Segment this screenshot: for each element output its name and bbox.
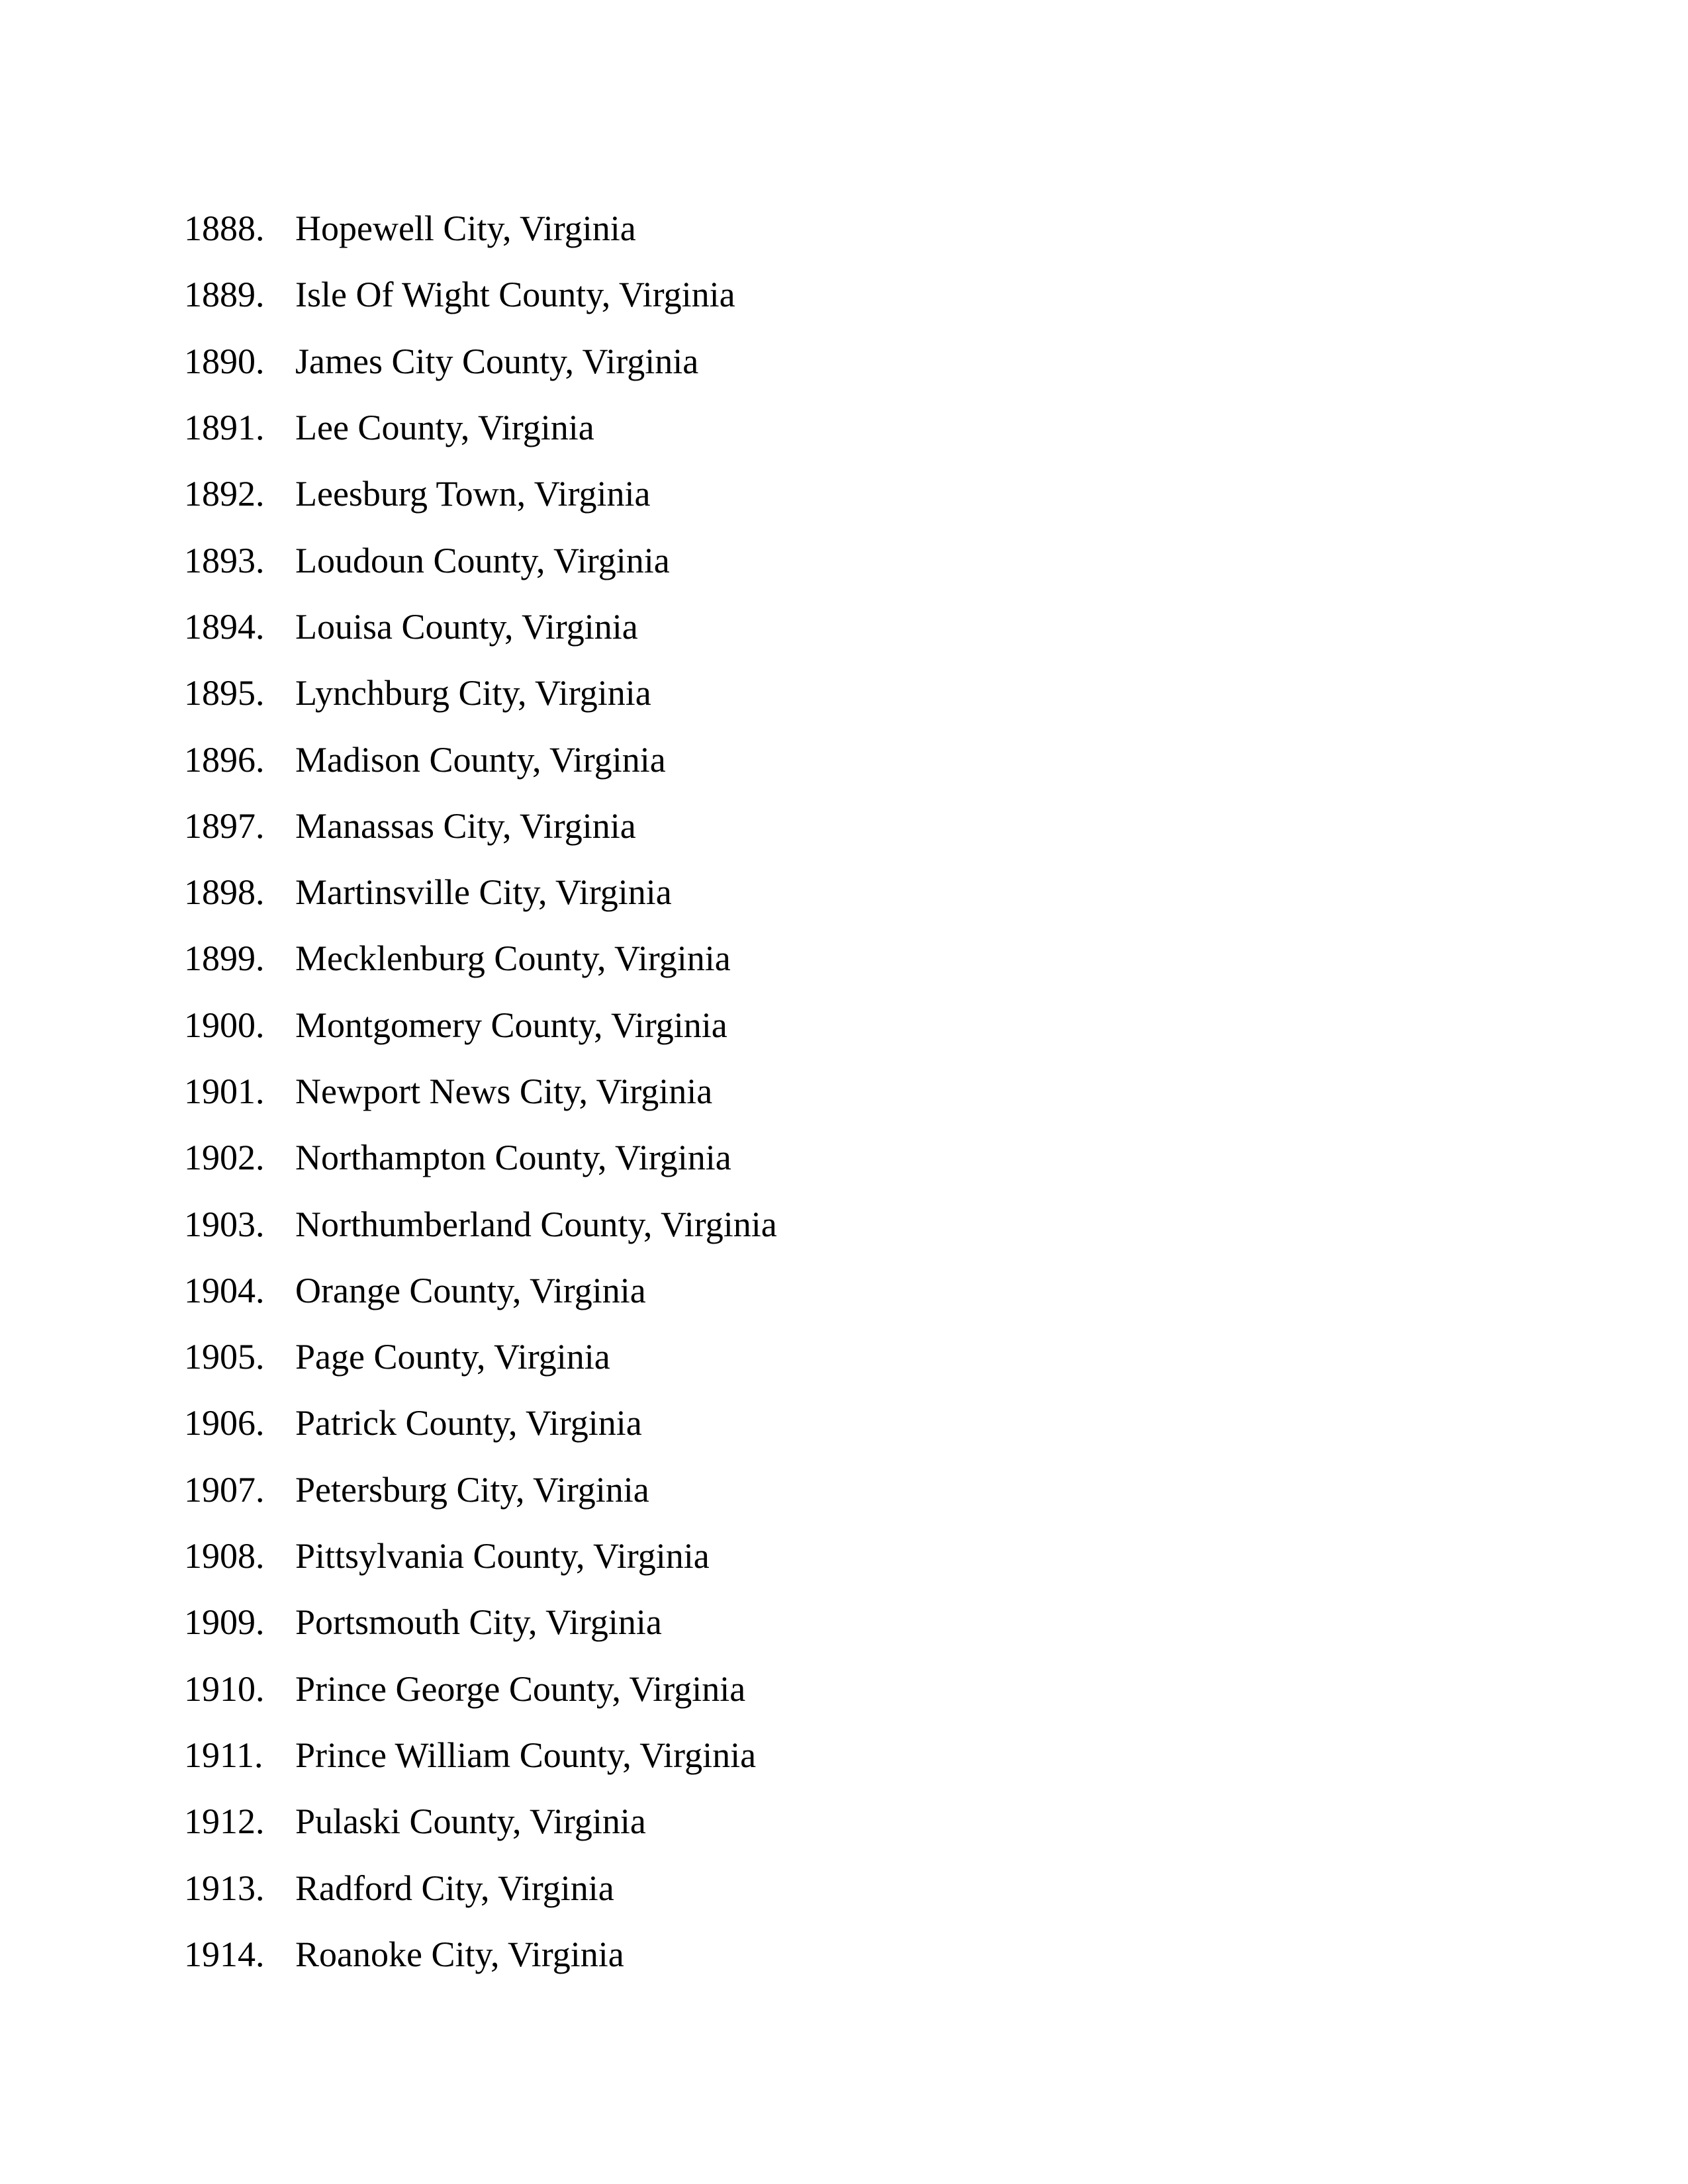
list-item <box>184 925 777 991</box>
list-item <box>184 1058 777 1124</box>
item-number: 1895. <box>184 673 265 713</box>
item-number: 1893. <box>184 540 265 580</box>
item-text: Newport News City, Virginia <box>295 1071 713 1111</box>
list-item <box>184 660 777 726</box>
item-number: 1914. <box>184 1934 265 1974</box>
item-number: 1891. <box>184 408 265 448</box>
list-item <box>184 793 777 859</box>
item-text: Prince William County, Virginia <box>295 1735 757 1775</box>
item-number: 1907. <box>184 1469 265 1510</box>
item-text: Prince George County, Virginia <box>295 1668 746 1709</box>
item-number: 1894. <box>184 606 265 647</box>
item-text: Petersburg City, Virginia <box>295 1469 649 1510</box>
item-number: 1906. <box>184 1403 265 1443</box>
item-text: Pulaski County, Virginia <box>295 1801 646 1842</box>
item-number: 1904. <box>184 1270 265 1310</box>
item-text: Northampton County, Virginia <box>295 1138 731 1178</box>
list-item <box>184 328 777 394</box>
item-text: Patrick County, Virginia <box>295 1403 642 1443</box>
item-text: James City County, Virginia <box>295 341 699 381</box>
item-text: Hopewell City, Virginia <box>295 208 636 249</box>
list-item <box>184 527 777 593</box>
item-text: Lee County, Virginia <box>295 408 594 448</box>
list-item <box>184 1921 777 1987</box>
list-item <box>184 1457 777 1523</box>
list-item <box>184 394 777 461</box>
item-text: Montgomery County, Virginia <box>295 1005 727 1045</box>
item-text: Loudoun County, Virginia <box>295 540 670 580</box>
item-text: Manassas City, Virginia <box>295 805 636 846</box>
item-text: Mecklenburg County, Virginia <box>295 938 731 979</box>
list-item <box>184 1124 777 1191</box>
item-number: 1903. <box>184 1204 265 1244</box>
item-text: Martinsville City, Virginia <box>295 872 672 913</box>
item-number: 1910. <box>184 1668 265 1709</box>
item-text: Lynchburg City, Virginia <box>295 673 651 713</box>
item-number: 1888. <box>184 208 265 249</box>
item-number: 1892. <box>184 474 265 514</box>
item-number: 1896. <box>184 739 265 780</box>
item-number: 1911. <box>184 1735 263 1775</box>
list-item <box>184 594 777 660</box>
list-item <box>184 261 777 328</box>
item-number: 1898. <box>184 872 265 913</box>
item-number: 1900. <box>184 1005 265 1045</box>
item-number: 1899. <box>184 938 265 979</box>
item-text: Isle Of Wight County, Virginia <box>295 275 735 315</box>
item-number: 1897. <box>184 805 265 846</box>
item-text: Radford City, Virginia <box>295 1868 614 1908</box>
numbered-list <box>184 195 777 1987</box>
item-text: Page County, Virginia <box>295 1337 610 1377</box>
item-text: Roanoke City, Virginia <box>295 1934 624 1974</box>
item-number: 1908. <box>184 1536 265 1576</box>
list-item <box>184 1390 777 1456</box>
item-number: 1913. <box>184 1868 265 1908</box>
item-number: 1909. <box>184 1602 265 1643</box>
list-item <box>184 195 777 261</box>
list-item <box>184 1656 777 1722</box>
list-item <box>184 1324 777 1390</box>
list-item <box>184 1523 777 1589</box>
item-number: 1905. <box>184 1337 265 1377</box>
list-item <box>184 992 777 1058</box>
item-text: Portsmouth City, Virginia <box>295 1602 662 1643</box>
list-item <box>184 1191 777 1257</box>
list-item <box>184 726 777 792</box>
item-text: Madison County, Virginia <box>295 739 666 780</box>
list-item <box>184 1589 777 1655</box>
item-number: 1912. <box>184 1801 265 1842</box>
list-item <box>184 461 777 527</box>
list-item <box>184 859 777 925</box>
item-text: Pittsylvania County, Virginia <box>295 1536 710 1576</box>
item-text: Leesburg Town, Virginia <box>295 474 651 514</box>
item-number: 1902. <box>184 1138 265 1178</box>
item-text: Orange County, Virginia <box>295 1270 646 1310</box>
item-text: Louisa County, Virginia <box>295 606 638 647</box>
list-item <box>184 1257 777 1324</box>
list-item <box>184 1788 777 1854</box>
item-number: 1890. <box>184 341 265 381</box>
list-item <box>184 1854 777 1921</box>
list-item <box>184 1722 777 1788</box>
item-number: 1889. <box>184 275 265 315</box>
item-number: 1901. <box>184 1071 265 1111</box>
item-text: Northumberland County, Virginia <box>295 1204 777 1244</box>
